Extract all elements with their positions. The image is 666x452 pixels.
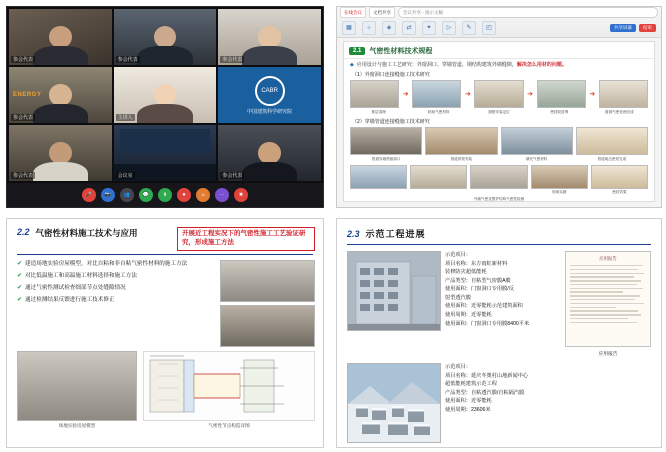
list-item (17, 284, 215, 293)
document-text-line (570, 288, 643, 289)
project-line: 超低能耗建筑示范工程 (445, 381, 497, 388)
browser-tab[interactable]: 文档共享 (369, 7, 395, 18)
more-icon[interactable]: ⋯ (215, 188, 229, 202)
project-2-meta (445, 363, 559, 414)
check-icon: ✔ (17, 272, 23, 279)
project-2-details (445, 363, 559, 443)
project-2-spacer (565, 363, 651, 443)
participant-head (258, 142, 281, 165)
project-line: 项目名称：东方雨虹新材料 (445, 260, 508, 267)
slide-body (7, 255, 323, 347)
organization-logo-tile[interactable] (218, 67, 321, 123)
photo-caption: 窗框安装定位 (488, 110, 510, 115)
presentation-slide-22 (6, 218, 324, 448)
caption-row-3 (344, 189, 654, 196)
arrow-right-icon: ➜ (402, 90, 409, 98)
view-icon[interactable]: ◰ (482, 21, 496, 35)
detail-drawing-svg (144, 352, 314, 420)
document-text-line (570, 284, 637, 285)
participant-body (33, 104, 88, 123)
site-photo (17, 351, 137, 421)
caption-row-2 (344, 156, 654, 163)
list-item (17, 272, 215, 281)
photo-thumbnail (591, 165, 648, 189)
chrome-actions (610, 24, 656, 32)
ribbon-toolbar (337, 18, 661, 37)
slide-number: 2.3 (347, 228, 360, 239)
project-photo (347, 363, 441, 443)
diamond-bullet-icon: ◆ (350, 62, 354, 68)
image-row-2 (344, 126, 654, 156)
participant-name: 参会代表 (13, 57, 34, 63)
document-text-line (570, 295, 640, 296)
photo-thumbnail (474, 80, 523, 108)
check-icon: ✔ (17, 260, 23, 267)
project-2-row (337, 357, 661, 443)
participant-body (137, 104, 192, 123)
caption-row (7, 421, 323, 429)
photo-caption: 管道周边密封完成 (597, 157, 627, 162)
project-line: 使用面积：近零能耗 (445, 398, 492, 405)
slide-header (344, 42, 654, 59)
project-line: 使用面积：近零能耗示范建筑面积 (445, 303, 523, 310)
participant-head (258, 26, 281, 49)
share-screen-icon[interactable]: ⬆ (158, 188, 172, 202)
snow-village-photo-svg (348, 364, 440, 442)
leave-meeting-icon[interactable]: ✖ (234, 188, 248, 202)
camera-icon[interactable]: 📷 (101, 188, 115, 202)
review-icon[interactable]: ✎ (462, 21, 476, 35)
photo-caption: 填充气密材料 (525, 157, 548, 162)
logo-container (218, 67, 321, 123)
meeting-toolbar (7, 183, 323, 207)
slide-title: 气密性材料技术规程 (369, 48, 433, 55)
slide-header (337, 219, 661, 240)
photo-caption: 密封胶封堵 (550, 110, 569, 115)
participant-tile[interactable] (9, 9, 112, 65)
slide-header (7, 219, 323, 251)
photo-column (220, 260, 315, 347)
photo-thumbnail (576, 127, 648, 155)
list-item (17, 296, 215, 305)
bullet-point (344, 59, 654, 69)
photo-caption (470, 190, 527, 195)
project-line: 使用面积：门窗洞口专用膜/反 (445, 286, 514, 293)
end-button[interactable]: 结束 (639, 24, 656, 32)
organization-name: 中国建筑科学研究院 (247, 108, 293, 115)
photo-caption: 管道穿墙预留洞口 (371, 157, 401, 162)
photo-thumbnail (412, 80, 461, 108)
participant-tile[interactable] (218, 125, 321, 181)
participant-body (242, 162, 297, 181)
section-2-heading: （2）穿墙管道连接缝施工技术研究 (352, 119, 430, 126)
document-text-line (570, 318, 628, 319)
document-text-line (570, 280, 641, 281)
document-text-line (570, 273, 644, 274)
photo-thumbnail (410, 165, 467, 189)
photo-thumbnail (350, 165, 407, 189)
bullet-text: 应用设计与施工工艺研究：外窗洞口、穿墙管道、钢结构建筑外墙缝隙，解决怎么用材的问题。 (356, 62, 567, 68)
bullet-highlight: 解决怎么用材的问题。 (516, 62, 567, 68)
slideshow-icon[interactable]: ▷ (442, 21, 456, 35)
application-report-column (565, 251, 651, 357)
photo-caption: 场地实验房屋模型 (58, 422, 96, 428)
photo-thumbnail (425, 127, 497, 155)
document-caption: 应用报告 (598, 352, 618, 357)
bullet-list (17, 260, 215, 347)
participant-head (49, 84, 72, 107)
design-icon[interactable]: ◈ (382, 21, 396, 35)
project-heading: 示范项目： (445, 364, 471, 370)
project-line: 产品类型：自粘型气密膜A膜 (445, 277, 511, 284)
photo-thumbnail (531, 165, 588, 189)
participant-body (137, 46, 192, 65)
photo-caption (350, 190, 407, 195)
presentation-slide-23 (336, 218, 662, 448)
project-1-meta (445, 251, 559, 328)
project-heading: 示范项目： (445, 252, 471, 258)
project-1-photo-column (347, 251, 439, 357)
participant-name: 参会代表 (13, 173, 34, 179)
document-text-line (570, 299, 635, 300)
document-title: 应用报告 (599, 256, 617, 261)
participant-name: 参会代表 (13, 115, 34, 121)
photo-caption: 窗洞气密处理完成 (605, 110, 634, 115)
room-backdrop (120, 129, 210, 153)
transitions-icon[interactable]: ⇄ (402, 21, 416, 35)
participant-name: 参会代表 (117, 57, 138, 63)
participant-tile-speaker[interactable] (114, 67, 217, 123)
slide-number: 2.2 (17, 227, 30, 237)
participant-tile[interactable] (114, 9, 217, 65)
participant-tile[interactable] (9, 67, 112, 123)
photo-thumbnail (537, 80, 586, 108)
home-icon[interactable]: ▦ (342, 21, 356, 35)
arrow-right-icon: ➜ (464, 90, 471, 98)
photo-thumbnail (350, 127, 422, 155)
microphone-icon[interactable]: 🎤 (82, 188, 96, 202)
image-row-1 (344, 79, 654, 109)
project-line: 项目名称：延庆冬奥村山地新闻中心 (445, 372, 529, 379)
participant-name: 会议室 (117, 173, 133, 179)
arrow-right-icon: ➜ (589, 90, 596, 98)
participant-tile[interactable] (9, 125, 112, 181)
photo-caption: 粘贴气密材料 (428, 110, 450, 115)
caption-row-1 (344, 109, 654, 116)
project-line: 使用周期：23606米 (445, 406, 491, 413)
list-item-label: 通过检测结果反馈进行施工技术修正 (25, 296, 115, 303)
energy-watermark: ENERGY (13, 92, 42, 98)
address-bar[interactable]: 会议共享 - 演示文稿 (398, 7, 658, 18)
slide-lower (7, 347, 323, 421)
document-text-line (570, 314, 641, 315)
list-item-label: 建造场地实验房屋模型，对比自粘和非自粘气密性材料的施工方法 (25, 260, 188, 267)
arrow-right-icon: ➜ (527, 90, 534, 98)
document-text-line (570, 276, 634, 277)
participant-name: 主讲人 (117, 115, 133, 121)
photo-caption: 现场实测 (552, 190, 567, 195)
participant-tile[interactable] (218, 9, 321, 65)
list-item-label: 对比低温施工和高温施工材料选择和施工方法 (25, 272, 137, 279)
image-row-3 (344, 163, 654, 189)
application-report-document (565, 251, 651, 347)
slide-title: 示范工程进展 (365, 229, 426, 239)
project-line: 使用面积：门窗洞口专用膜8400平米 (445, 320, 530, 327)
participants-icon[interactable]: 👥 (120, 188, 134, 202)
document-text-line (570, 265, 643, 266)
photo-thumbnail (501, 127, 573, 155)
reaction-icon[interactable]: ☺ (196, 188, 210, 202)
project-line: 产品类型：自粘透汽膜/自粘隔汽膜 (445, 389, 525, 396)
check-icon: ✔ (17, 284, 23, 291)
photo-caption: 基层清理 (371, 110, 386, 115)
slide-21 (343, 41, 655, 202)
browser-tab[interactable]: 在线会议 (340, 7, 366, 18)
participant-grid (7, 7, 323, 183)
document-text-line (570, 322, 637, 323)
insert-icon[interactable]: ＋ (362, 21, 376, 35)
list-item-label: 通过气密性测试检查细部节点处缝隙情况 (25, 284, 126, 291)
construction-detail-drawing (143, 351, 315, 421)
document-text-line (570, 291, 623, 292)
project-line: 使用周期：近零能耗 (445, 312, 492, 319)
presentation-window-21 (336, 6, 662, 208)
document-text-line (570, 303, 644, 304)
highlight-callout: 开展近工程实况下的气密性施工工艺验证研究，形成施工方法 (177, 227, 315, 251)
cabr-logo-icon: CABR (255, 76, 285, 106)
photo-thumbnail (599, 80, 648, 108)
participant-head (49, 142, 72, 165)
document-text-line (570, 310, 638, 311)
share-screen-button[interactable]: 共享屏幕 (610, 24, 636, 32)
record-icon[interactable]: ⏺ (177, 188, 191, 202)
participant-name: 参会代表 (222, 173, 243, 179)
participant-body (242, 46, 297, 65)
photo-caption: 密封效果 (612, 190, 627, 195)
document-text-line (570, 269, 638, 270)
participant-head (49, 26, 72, 49)
browser-tab-bar (337, 7, 661, 18)
photo-thumbnail (220, 260, 315, 302)
slide-footer-caption: 外墙气密及围护结构气密性检测 (473, 197, 525, 202)
photo-thumbnail (470, 165, 527, 189)
photo-caption (410, 190, 467, 195)
slide-number: 2.1 (349, 47, 365, 55)
participant-body (33, 162, 88, 181)
document-text-line (570, 307, 616, 308)
slide-title: 气密性材料施工技术与应用 (35, 228, 138, 238)
meeting-room-tile[interactable] (114, 125, 217, 181)
photo-caption: 气密性节点构造详图 (208, 422, 250, 428)
participant-body (33, 46, 88, 65)
photo-caption: 管道套管安装 (450, 157, 473, 162)
video-conference-window (6, 6, 324, 208)
project-photo (347, 251, 441, 331)
project-line: 装修防灾超低能耗 (445, 269, 487, 276)
animations-icon[interactable]: ✦ (422, 21, 436, 35)
chat-icon[interactable]: 💬 (139, 188, 153, 202)
building-photo-svg (348, 252, 440, 330)
project-line: 射型透汽膜 (445, 294, 471, 301)
app-chrome (337, 7, 661, 38)
photo-thumbnail (220, 305, 315, 347)
project-1-row (337, 245, 661, 357)
check-icon: ✔ (17, 296, 23, 303)
list-item (17, 260, 215, 269)
project-1-details (445, 251, 559, 357)
section-1-heading: （1）外窗洞口连接缝施工技术研究 (352, 72, 430, 79)
participant-name: 参会代表 (222, 57, 243, 63)
photo-thumbnail (350, 80, 399, 108)
project-2-photo-column (347, 363, 439, 443)
